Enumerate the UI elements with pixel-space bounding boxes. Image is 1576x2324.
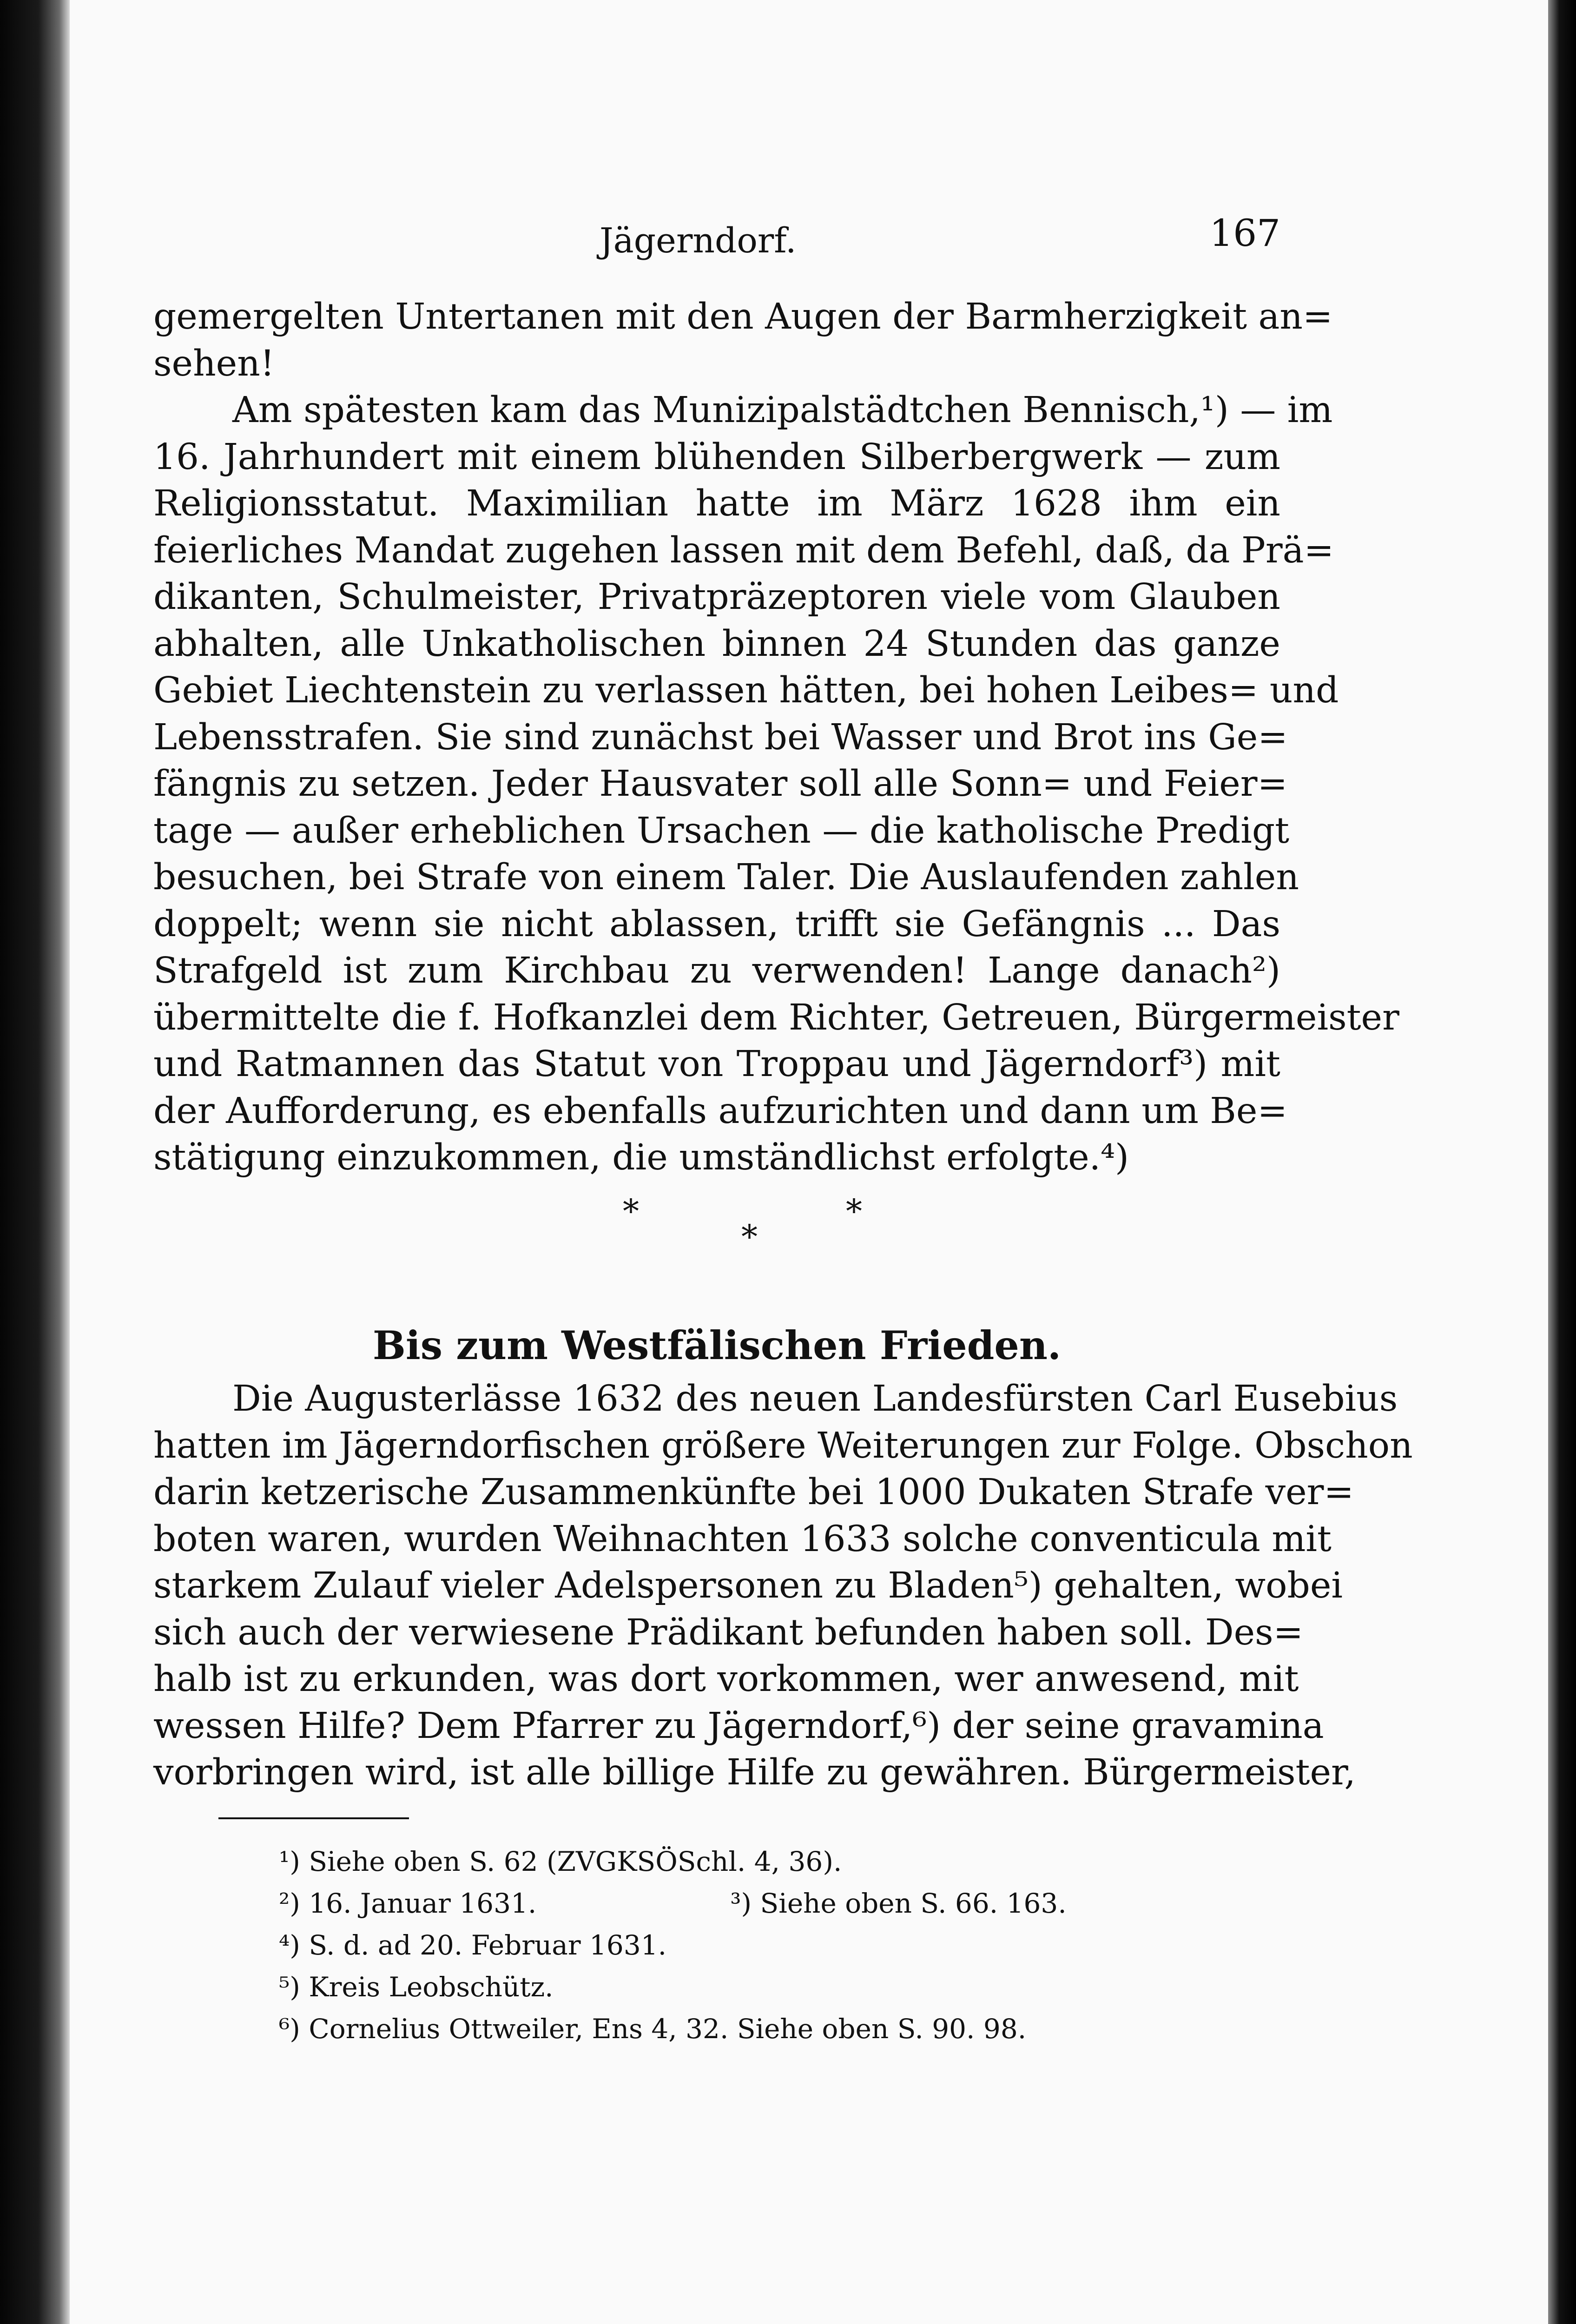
- text-line: 16. Jahrhundert mit einem blühenden Silberbergwerk — zum: [153, 436, 1280, 478]
- text-line: der Aufforderung, es ebenfalls aufzurichten und dann um Be=: [153, 1090, 1287, 1132]
- footnote-6: [279, 2008, 1278, 2050]
- text-line: sehen!: [153, 343, 275, 384]
- text-line: Am spätesten kam das Munizipalstädtchen Bennisch,¹) — im: [232, 390, 1333, 431]
- text-line: starkem Zulauf vieler Adelspersonen zu Bladen⁵) gehalten, wobei: [153, 1565, 1343, 1606]
- separator-asterisk: *: [623, 1192, 639, 1230]
- section-heading: Bis zum Westfälischen Frieden.: [372, 1322, 1062, 1368]
- footnote-marker: ⁵): [279, 1971, 300, 2003]
- footnote-text: 16. Januar 1631.: [309, 1888, 537, 1919]
- text-line: wessen Hilfe? Dem Pfarrer zu Jägerndorf,⁶) der seine gravamina: [153, 1705, 1324, 1747]
- footnotes: [279, 1841, 1278, 2050]
- book-binding-edge: [0, 0, 70, 2324]
- paragraph-1: [153, 294, 1333, 387]
- text-line: halb ist zu erkunden, was dort vorkommen, wer anwesend, mit: [153, 1658, 1299, 1700]
- scan-border-right: [1548, 0, 1576, 2324]
- text-line: gemergelten Untertanen mit den Augen der Barmherzigkeit an=: [153, 296, 1333, 337]
- section-separator: [153, 1192, 1280, 1256]
- footnote-marker: ⁶): [279, 2013, 300, 2045]
- text-line: besuchen, bei Strafe von einem Taler. Die Auslaufenden zahlen: [153, 857, 1299, 898]
- text-line: Lebensstrafen. Sie sind zunächst bei Wasser und Brot ins Ge=: [153, 716, 1288, 758]
- footnote-text: Cornelius Ottweiler, Ens 4, 32. Siehe oben S. 90. 98.: [309, 2013, 1027, 2045]
- text-line: Die Augusterlässe 1632 des neuen Landesfürsten Carl Eusebius: [232, 1378, 1398, 1419]
- text-line: darin ketzerische Zusammenkünfte bei 1000 Dukaten Strafe ver=: [153, 1472, 1354, 1513]
- footnote-4: [279, 1924, 1278, 1966]
- text-line: Strafgeld ist zum Kirchbau zu verwenden! Lange danach²): [153, 950, 1280, 991]
- body-text-top: [153, 294, 1399, 1182]
- body-text-bottom: [153, 1376, 1413, 1796]
- text-line: feierliches Mandat zugehen lassen mit dem Befehl, daß, da Prä=: [153, 529, 1334, 571]
- separator-asterisk: *: [741, 1218, 758, 1256]
- text-line: stätigung einzukommen, die umständlichst erfolgte.⁴): [153, 1137, 1129, 1178]
- footnote-5: [279, 1966, 1278, 2008]
- text-line: vorbringen wird, ist alle billige Hilfe zu gewähren. Bürgermeister,: [153, 1752, 1356, 1793]
- footnote-text: Siehe oben S. 62 (ZVGKSÖSchl. 4, 36).: [309, 1846, 842, 1877]
- text-line: boten waren, wurden Weihnachten 1633 solche conventicula mit: [153, 1518, 1332, 1560]
- paragraph-3: [153, 1376, 1413, 1796]
- footnote-rule: [218, 1817, 409, 1819]
- text-line: Religionsstatut. Maximilian hatte im März 1628 ihm ein: [153, 483, 1280, 524]
- footnote-2-3: [279, 1882, 1278, 1924]
- footnote-marker: ¹): [279, 1846, 300, 1877]
- text-line: fängnis zu setzen. Jeder Hausvater soll alle Sonn= und Feier=: [153, 763, 1288, 805]
- text-line: dikanten, Schulmeister, Privatpräzeptoren viele vom Glauben: [153, 576, 1280, 618]
- footnote-text: S. d. ad 20. Februar 1631.: [309, 1929, 667, 1961]
- paragraph-2: [153, 387, 1399, 1182]
- running-head: [153, 211, 1280, 267]
- footnote-text: Kreis Leobschütz.: [309, 1971, 554, 2003]
- text-line: übermittelte die f. Hofkanzlei dem Richter, Getreuen, Bürgermeister: [153, 997, 1399, 1038]
- running-title: Jägerndorf.: [600, 221, 797, 261]
- separator-asterisk: *: [846, 1192, 862, 1230]
- text-line: doppelt; wenn sie nicht ablassen, trifft sie Gefängnis ... Das: [153, 903, 1280, 945]
- footnote-text: Siehe oben S. 66. 163.: [760, 1888, 1067, 1919]
- text-line: Gebiet Liechtenstein zu verlassen hätten, bei hohen Leibes= und: [153, 670, 1339, 711]
- text-line: abhalten, alle Unkatholischen binnen 24 Stunden das ganze: [153, 623, 1280, 665]
- text-line: tage — außer erheblichen Ursachen — die katholische Predigt: [153, 810, 1290, 852]
- text-line: sich auch der verwiesene Prädikant befunden haben soll. Des=: [153, 1611, 1304, 1653]
- footnote-marker: ⁴): [279, 1929, 300, 1961]
- footnote-marker: ³): [730, 1888, 752, 1919]
- text-line: hatten im Jägerndorfischen größere Weiterungen zur Folge. Obschon: [153, 1425, 1413, 1466]
- page-number: 167: [1209, 211, 1280, 255]
- text-line: und Ratmannen das Statut von Troppau und Jägerndorf³) mit: [153, 1043, 1280, 1085]
- footnote-1: [279, 1841, 1278, 1882]
- footnote-marker: ²): [279, 1888, 300, 1919]
